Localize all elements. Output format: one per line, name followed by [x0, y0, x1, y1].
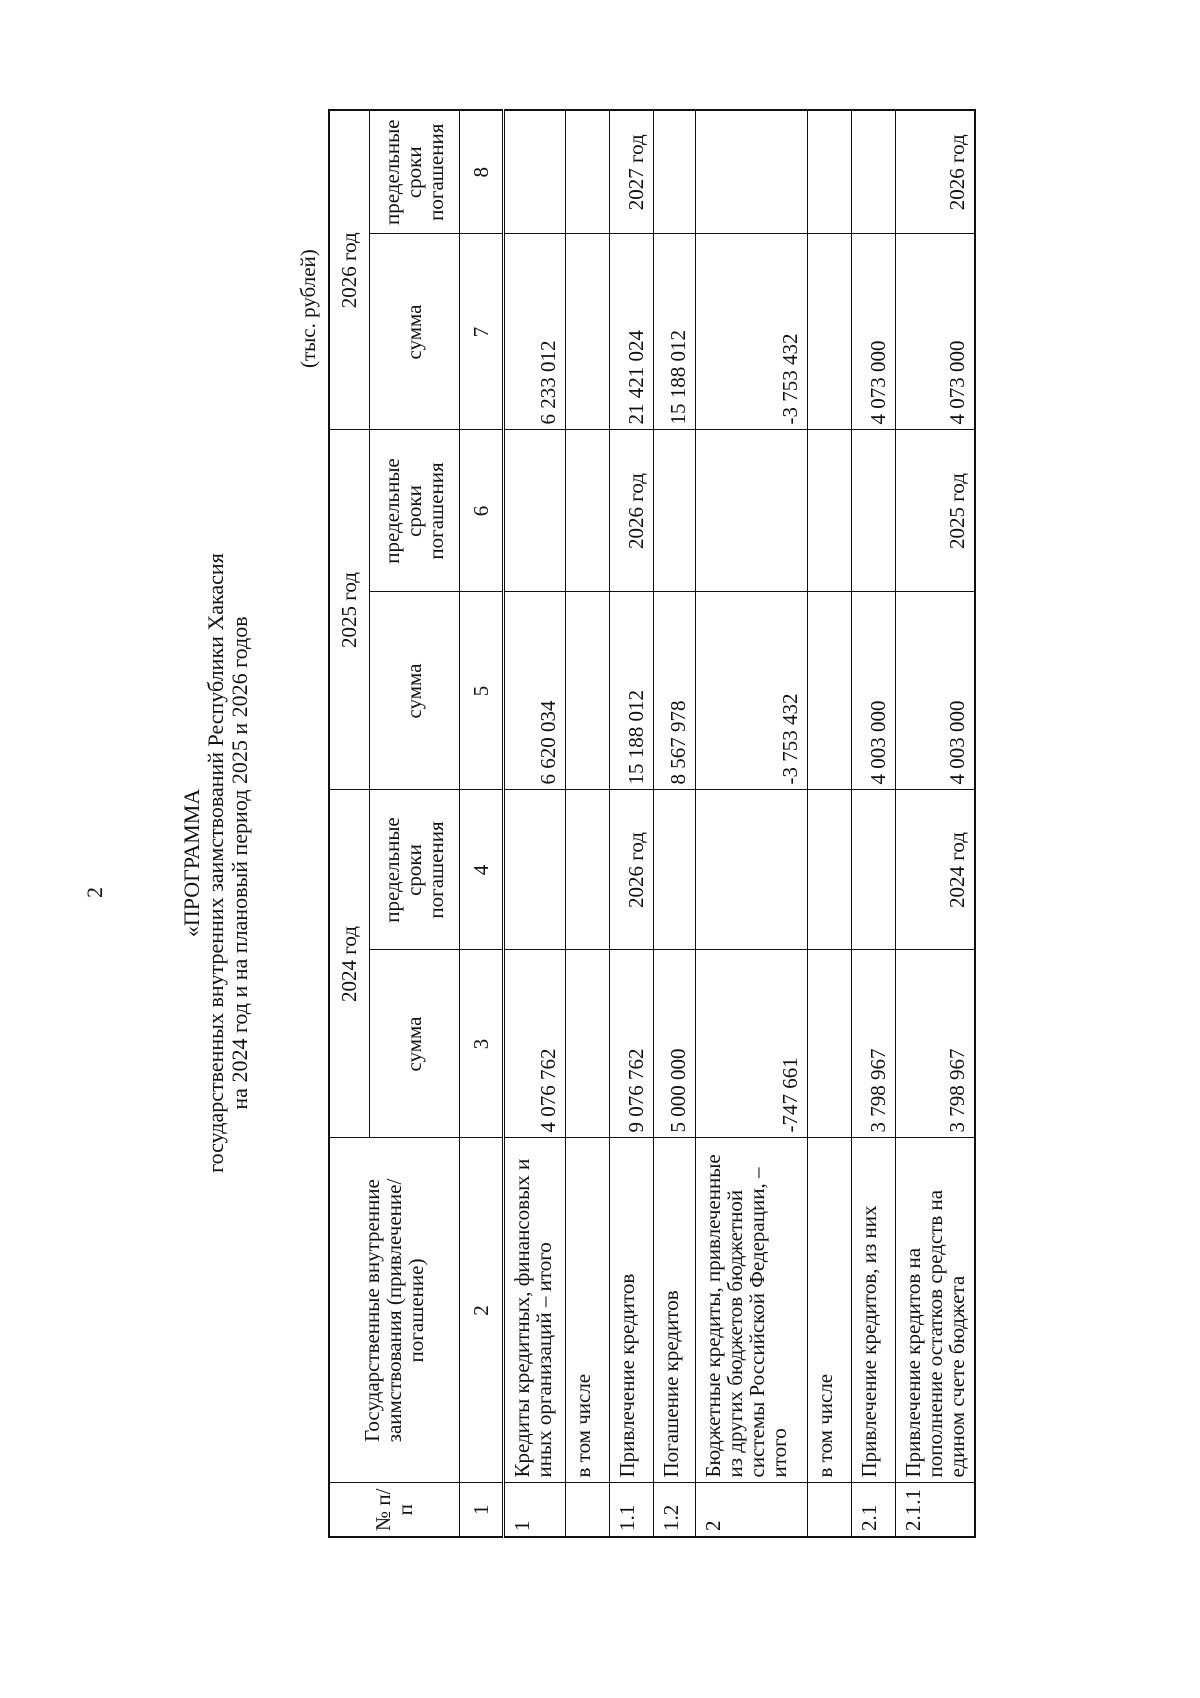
table-row [653, 110, 695, 1537]
column-index: 5 [459, 592, 503, 790]
term-2026 [503, 110, 565, 234]
term-2024: 2026 год [609, 790, 653, 950]
term-2025 [695, 430, 807, 592]
term-2025 [565, 430, 609, 592]
header-year-2025: 2025 год [329, 430, 369, 790]
term-2024 [851, 790, 895, 950]
sum-2025: 4 003 000 [895, 592, 975, 790]
sum-2024: 9 076 762 [609, 950, 653, 1138]
term-2025 [503, 430, 565, 592]
sum-2024 [807, 950, 851, 1138]
sum-2024: -747 661 [695, 950, 807, 1138]
header-sum-2024: сумма [369, 950, 459, 1138]
column-index: 1 [459, 1483, 503, 1537]
sum-2026 [565, 234, 609, 430]
column-index: 8 [459, 110, 503, 234]
title-line-1: «ПРОГРАММА [179, 788, 204, 938]
row-number: 2.1.1 [895, 1483, 975, 1537]
term-2024: 2024 год [895, 790, 975, 950]
row-number: 1.1 [609, 1483, 653, 1537]
term-2026 [565, 110, 609, 234]
row-name: Погашение кредитов [653, 1138, 695, 1483]
sum-2024: 4 076 762 [503, 950, 565, 1138]
table-row [695, 110, 807, 1537]
table-row [503, 110, 565, 1537]
row-number [565, 1483, 609, 1537]
row-name: в том числе [565, 1138, 609, 1483]
sum-2025 [565, 592, 609, 790]
term-2025 [807, 430, 851, 592]
title-line-2: государственных внутренних заимствований Республики Хакасия [203, 553, 228, 1173]
term-2025: 2026 год [609, 430, 653, 592]
term-2025: 2025 год [895, 430, 975, 592]
sum-2026 [807, 234, 851, 430]
sum-2025: 4 003 000 [851, 592, 895, 790]
sum-2026: -3 753 432 [695, 234, 807, 430]
row-name: Привлечение кредитов, из них [851, 1138, 895, 1483]
document-title [180, 228, 252, 1498]
header-num: № п/п [329, 1483, 459, 1537]
term-2024 [565, 790, 609, 950]
header-year-2026: 2026 год [329, 110, 369, 430]
row-name: в том числе [807, 1138, 851, 1483]
row-name: Кредиты кредитных, финансовых и иных организаций – итого [503, 1138, 565, 1483]
row-name: Привлечение кредитов на пополнение остатков средств на едином счете бюджета [895, 1138, 975, 1483]
column-index-row [459, 110, 503, 1537]
row-name: Привлечение кредитов [609, 1138, 653, 1483]
header-term-2024: предельные сроки погашения [369, 790, 459, 950]
table-row [609, 110, 653, 1537]
title-line-3: на 2024 год и на плановый период 2025 и 2026 годов [227, 616, 252, 1110]
header-row-years [329, 110, 369, 1537]
header-sum-2025: сумма [369, 592, 459, 790]
term-2024 [503, 790, 565, 950]
header-name: Государственные внутренние заимствования (привлечение/погашение) [329, 1138, 459, 1483]
row-name: Бюджетные кредиты, привлеченные из других бюджетов бюджетной системы Российской Федерации, – итого [695, 1138, 807, 1483]
term-2026 [653, 110, 695, 234]
row-number: 1.2 [653, 1483, 695, 1537]
sum-2025: 8 567 978 [653, 592, 695, 790]
sum-2025: 15 188 012 [609, 592, 653, 790]
column-index: 2 [459, 1138, 503, 1483]
table-row [851, 110, 895, 1537]
term-2025 [653, 430, 695, 592]
term-2024 [695, 790, 807, 950]
column-index: 3 [459, 950, 503, 1138]
column-index: 7 [459, 234, 503, 430]
sum-2025: -3 753 432 [695, 592, 807, 790]
header-term-2025: предельные сроки погашения [369, 430, 459, 592]
sum-2025: 6 620 034 [503, 592, 565, 790]
sum-2024: 5 000 000 [653, 950, 695, 1138]
sum-2025 [807, 592, 851, 790]
row-number: 1 [503, 1483, 565, 1537]
sum-2026: 15 188 012 [653, 234, 695, 430]
sum-2026: 4 073 000 [895, 234, 975, 430]
row-number: 2 [695, 1483, 807, 1537]
term-2026: 2027 год [609, 110, 653, 234]
page-number: 2 [82, 887, 107, 898]
term-2024 [653, 790, 695, 950]
header-term-2026: предельные сроки погашения [369, 110, 459, 234]
term-2026: 2026 год [895, 110, 975, 234]
sum-2026: 4 073 000 [851, 234, 895, 430]
sum-2026: 6 233 012 [503, 234, 565, 430]
term-2025 [851, 430, 895, 592]
sum-2024: 3 798 967 [851, 950, 895, 1138]
sum-2024 [565, 950, 609, 1138]
table-row [895, 110, 975, 1537]
row-number: 2.1 [851, 1483, 895, 1537]
sum-2026: 21 421 024 [609, 234, 653, 430]
term-2026 [851, 110, 895, 234]
header-year-2024: 2024 год [329, 790, 369, 1138]
column-index: 4 [459, 790, 503, 950]
units-note: (тыс. рублей) [296, 249, 320, 368]
term-2026 [695, 110, 807, 234]
column-index: 6 [459, 430, 503, 592]
borrowing-program-table [328, 109, 976, 1538]
table-row [565, 110, 609, 1537]
term-2026 [807, 110, 851, 234]
header-sum-2026: сумма [369, 234, 459, 430]
sum-2024: 3 798 967 [895, 950, 975, 1138]
term-2024 [807, 790, 851, 950]
row-number [807, 1483, 851, 1537]
table-row [807, 110, 851, 1537]
